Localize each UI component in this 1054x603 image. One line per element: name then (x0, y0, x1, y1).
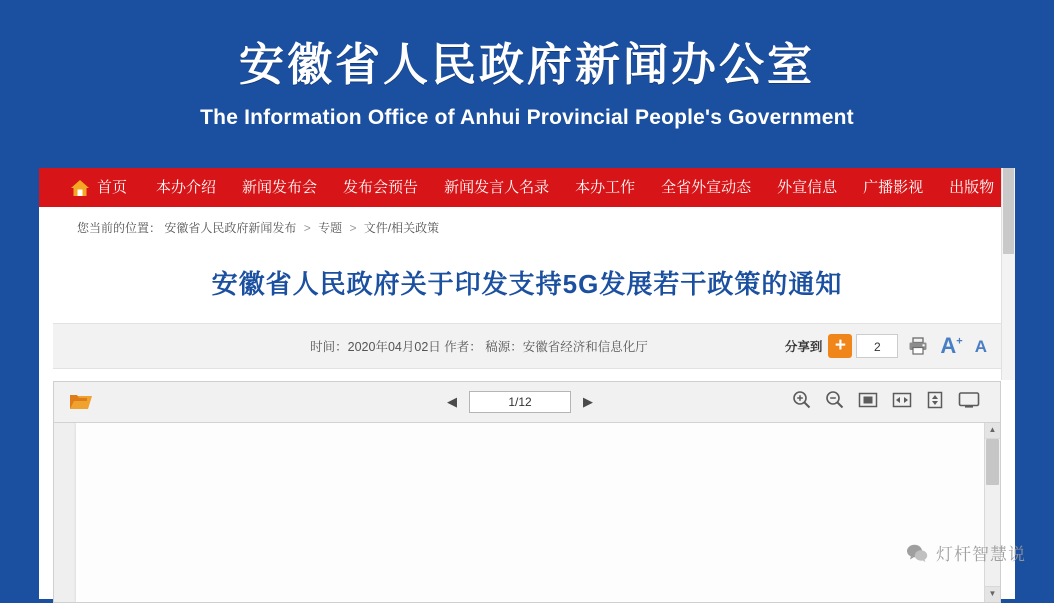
site-title-cn: 安徽省人民政府新闻办公室 (238, 39, 815, 90)
zoom-out-icon[interactable] (825, 390, 844, 414)
font-increase-letter: A (940, 333, 957, 358)
scroll-down-button[interactable]: ▼ (985, 586, 1000, 602)
fit-height-icon[interactable] (926, 391, 944, 414)
document-scrollbar[interactable] (984, 423, 1000, 602)
breadcrumb-item-1[interactable]: 安徽省人民政府新闻发布 (164, 221, 297, 235)
site-banner (0, 0, 1054, 168)
page-title: 安徽省人民政府关于印发支持5G发展若干政策的通知 (211, 269, 843, 299)
nav-item-about[interactable]: 本办介绍 (156, 179, 217, 196)
fit-width-icon[interactable] (892, 391, 912, 414)
article-meta-bar (53, 323, 1001, 369)
scroll-thumb[interactable] (986, 439, 999, 485)
nav-item-press-conference[interactable]: 新闻发布会 (242, 179, 318, 196)
print-icon[interactable] (908, 337, 928, 355)
main-nav (39, 168, 1015, 207)
breadcrumb (39, 207, 1015, 246)
wechat-icon (906, 543, 928, 563)
document-page-area[interactable] (54, 423, 1000, 602)
article-meta-text: 时间：2020年04月02日 作者： 稿源：安徽省经济和信息化厅 (310, 340, 648, 354)
nav-item-spokesperson-list[interactable]: 新闻发言人名录 (444, 179, 550, 196)
scroll-up-button[interactable]: ▲ (985, 423, 1000, 439)
bookmark-icon[interactable] (68, 391, 92, 413)
home-icon[interactable] (69, 177, 91, 199)
font-increase-sup: + (956, 335, 963, 348)
page-scrollbar[interactable] (1001, 168, 1015, 380)
site-title-en: The Information Office of Anhui Provincial People's Government (200, 106, 854, 129)
watermark (906, 540, 1026, 565)
share-count[interactable]: 2 (856, 334, 898, 358)
next-page-button[interactable]: ▶ (583, 394, 593, 409)
presentation-icon[interactable] (958, 391, 980, 414)
breadcrumb-separator-1: > (303, 221, 311, 235)
share-label: 分享到 (784, 340, 823, 354)
content-column (39, 168, 1015, 599)
nav-item-our-work[interactable]: 本办工作 (575, 179, 636, 196)
nav-item-home[interactable]: 首页 (97, 179, 128, 196)
article-tools (908, 335, 1001, 357)
share-group (785, 334, 909, 358)
share-add-button[interactable]: + (828, 334, 852, 358)
breadcrumb-item-3[interactable]: 文件/相关政策 (363, 221, 440, 235)
font-increase-button[interactable] (940, 335, 962, 357)
breadcrumb-label: 您当前的位置： (77, 221, 162, 235)
document-page (76, 423, 996, 602)
document-viewer (53, 381, 1001, 603)
viewer-tools (792, 390, 1000, 414)
page-number-input[interactable] (469, 391, 571, 413)
viewer-toolbar (54, 382, 1000, 423)
breadcrumb-separator-2: > (349, 221, 357, 235)
viewer-toolbar-left (54, 391, 248, 413)
nav-item-province-news[interactable]: 全省外宣动态 (661, 179, 752, 196)
viewer-pager (248, 391, 792, 413)
nav-item-press-preview[interactable]: 发布会预告 (343, 179, 419, 196)
breadcrumb-item-2[interactable]: 专题 (318, 221, 343, 235)
page-scroll-thumb[interactable] (1003, 168, 1014, 254)
nav-item-publicity-info[interactable]: 外宣信息 (777, 179, 838, 196)
font-decrease-button[interactable]: A (974, 336, 987, 356)
fit-page-icon[interactable] (858, 391, 878, 414)
nav-item-publications[interactable]: 出版物 (949, 179, 995, 196)
zoom-in-icon[interactable] (792, 390, 811, 414)
nav-item-broadcast-film[interactable]: 广播影视 (863, 179, 924, 196)
prev-page-button[interactable]: ◀ (447, 394, 457, 409)
watermark-text: 灯杆智慧说 (936, 545, 1026, 564)
